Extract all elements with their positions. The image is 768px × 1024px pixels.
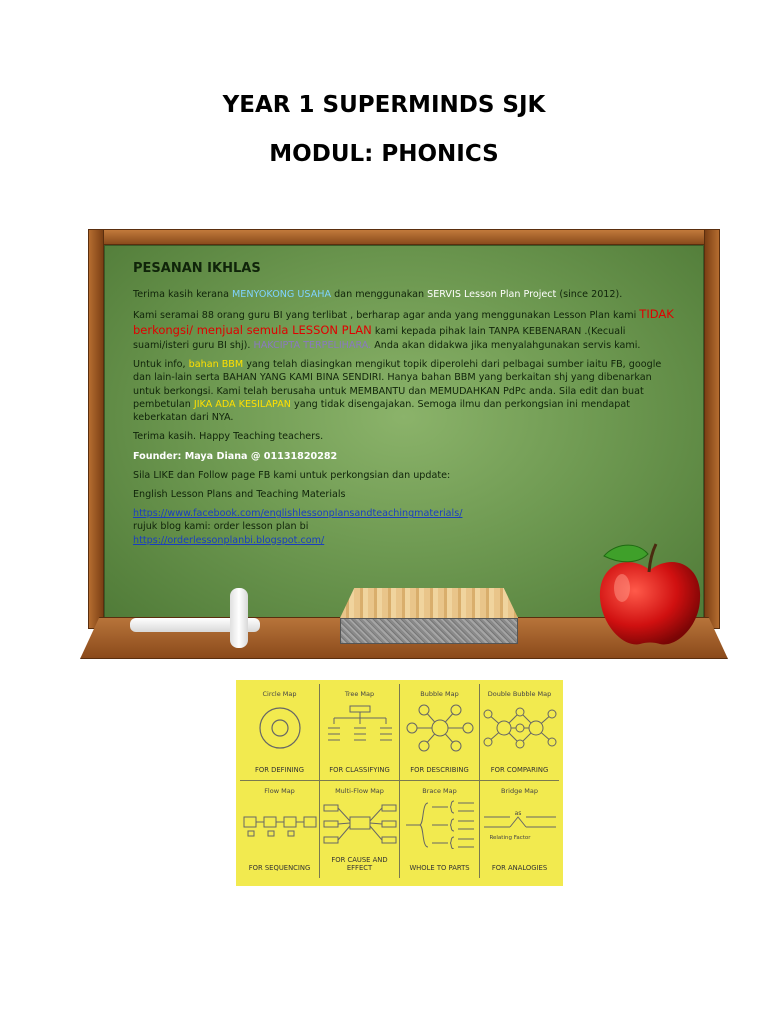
apple-icon (596, 540, 704, 650)
bridge-map-cell (480, 781, 559, 878)
brace-map-icon (400, 799, 480, 849)
notice-thanks: Terima kasih. Happy Teaching teachers. (133, 431, 324, 443)
frame-left (88, 229, 104, 629)
text: yang tidak disengajakan. Semoga ilmu dan perkongsian ini mendapat keberkatan dari NYA. (133, 398, 630, 424)
frame-top (88, 229, 720, 245)
blog-line: rujuk blog kami: order lesson plan bi (133, 521, 309, 533)
highlight-errors: JIKA ADA KESILAPAN (193, 398, 291, 410)
document-title: YEAR 1 SUPERMINDS SJK (222, 92, 546, 118)
map-title: Flow Map (264, 787, 295, 795)
map-title: Tree Map (344, 690, 375, 698)
tree-map-cell (320, 684, 400, 781)
brace-map-cell (400, 781, 480, 878)
double-bubble-map-cell (480, 684, 559, 781)
thinking-maps-chart (236, 680, 563, 886)
module-title: MODUL: PHONICS (269, 141, 499, 167)
eraser-felt-icon (340, 618, 518, 644)
notice-heading: PESANAN IKHLAS (133, 261, 261, 276)
map-title: Bubble Map (420, 690, 459, 698)
notice-text (133, 260, 678, 547)
multi-flow-map-cell (320, 781, 400, 878)
text: yang telah diasingkan mengikut topik diperolehi dari pelbagai sumber iaitu FB, google dan lain-lain serta BAHAN YANG KAMI BINA SENDIRI. Hanya bahan BBM yang berkaitan shj yang dibenarkan untuk berkongsi. Kami telah berusaha untuk MEMBANTU dan MEMUDAHKAN PdPc anda. Sila edit dan buat pembetulan (133, 359, 662, 410)
flow-map-icon (240, 799, 320, 849)
map-title: Bridge Map (501, 787, 538, 795)
map-purpose: FOR CAUSE AND EFFECT (331, 855, 388, 872)
highlight-support: MENYOKONG USAHA (232, 288, 332, 300)
frame-right (704, 229, 720, 629)
bridge-as-label: as (514, 810, 522, 817)
map-purpose: FOR SEQUENCING (248, 863, 311, 872)
eraser-top-icon (340, 588, 518, 618)
tree-map-icon (320, 702, 400, 752)
highlight-warning: TIDAK berkongsi/ menjual semula LESSON PLAN (133, 307, 674, 338)
map-purpose: WHOLE TO PARTS (409, 863, 470, 872)
circle-map-cell (240, 684, 320, 781)
notice-paragraph-3 (133, 358, 678, 424)
relating-factor-label: Relating Factor (489, 835, 531, 841)
text: (since 2012). (556, 288, 623, 300)
blog-link[interactable]: https://orderlessonplanbi.blogspot.com/ (133, 534, 325, 546)
map-purpose: FOR CLASSIFYING (329, 765, 390, 774)
text: kami kepada pihak lain TANPA KEBENARAN .(Kecuali suami/isteri guru BI shj). (133, 326, 626, 351)
notice-paragraph-2 (133, 307, 678, 352)
map-purpose: FOR DEFINING (254, 765, 305, 774)
flow-map-cell (240, 781, 320, 878)
highlight-copyright: HAKCIPTA TERPELIHARA. (253, 339, 372, 351)
map-purpose: FOR ANALOGIES (491, 863, 548, 872)
multi-flow-map-icon (320, 799, 400, 849)
map-purpose: FOR COMPARING (490, 765, 549, 774)
circle-map-icon (240, 702, 320, 752)
founder-line: Founder: Maya Diana @ 01131820282 (133, 450, 338, 462)
bubble-map-cell (400, 684, 480, 781)
text: Terima kasih kerana (133, 288, 233, 300)
map-purpose: FOR DESCRIBING (410, 765, 469, 774)
follow-line: Sila LIKE dan Follow page FB kami untuk perkongsian dan update: (133, 469, 451, 481)
map-title: Brace Map (422, 787, 457, 795)
text: Untuk info, (133, 359, 189, 371)
text: Kami seramai 88 orang guru BI yang terlibat , berharap agar anda yang menggunakan Lesson Plan kami (133, 310, 640, 322)
bubble-map-icon (400, 702, 480, 752)
map-title: Multi-Flow Map (335, 787, 384, 795)
page-name: English Lesson Plans and Teaching Materials (133, 489, 346, 500)
chalk-stick-icon (230, 588, 248, 648)
bridge-map-icon (480, 799, 560, 849)
text: dan menggunakan (331, 288, 428, 300)
map-title: Circle Map (262, 690, 297, 698)
facebook-link[interactable]: https://www.facebook.com/englishlessonplansandteachingmaterials/ (133, 508, 463, 520)
map-title: Double Bubble Map (487, 690, 552, 698)
double-bubble-map-icon (480, 702, 560, 752)
notice-paragraph-1 (133, 288, 678, 301)
highlight-bbm: bahan BBM (188, 359, 244, 371)
text: Anda akan didakwa jika menyalahgunakan servis kami. (371, 339, 641, 351)
highlight-service: SERVIS Lesson Plan Project (427, 288, 557, 300)
